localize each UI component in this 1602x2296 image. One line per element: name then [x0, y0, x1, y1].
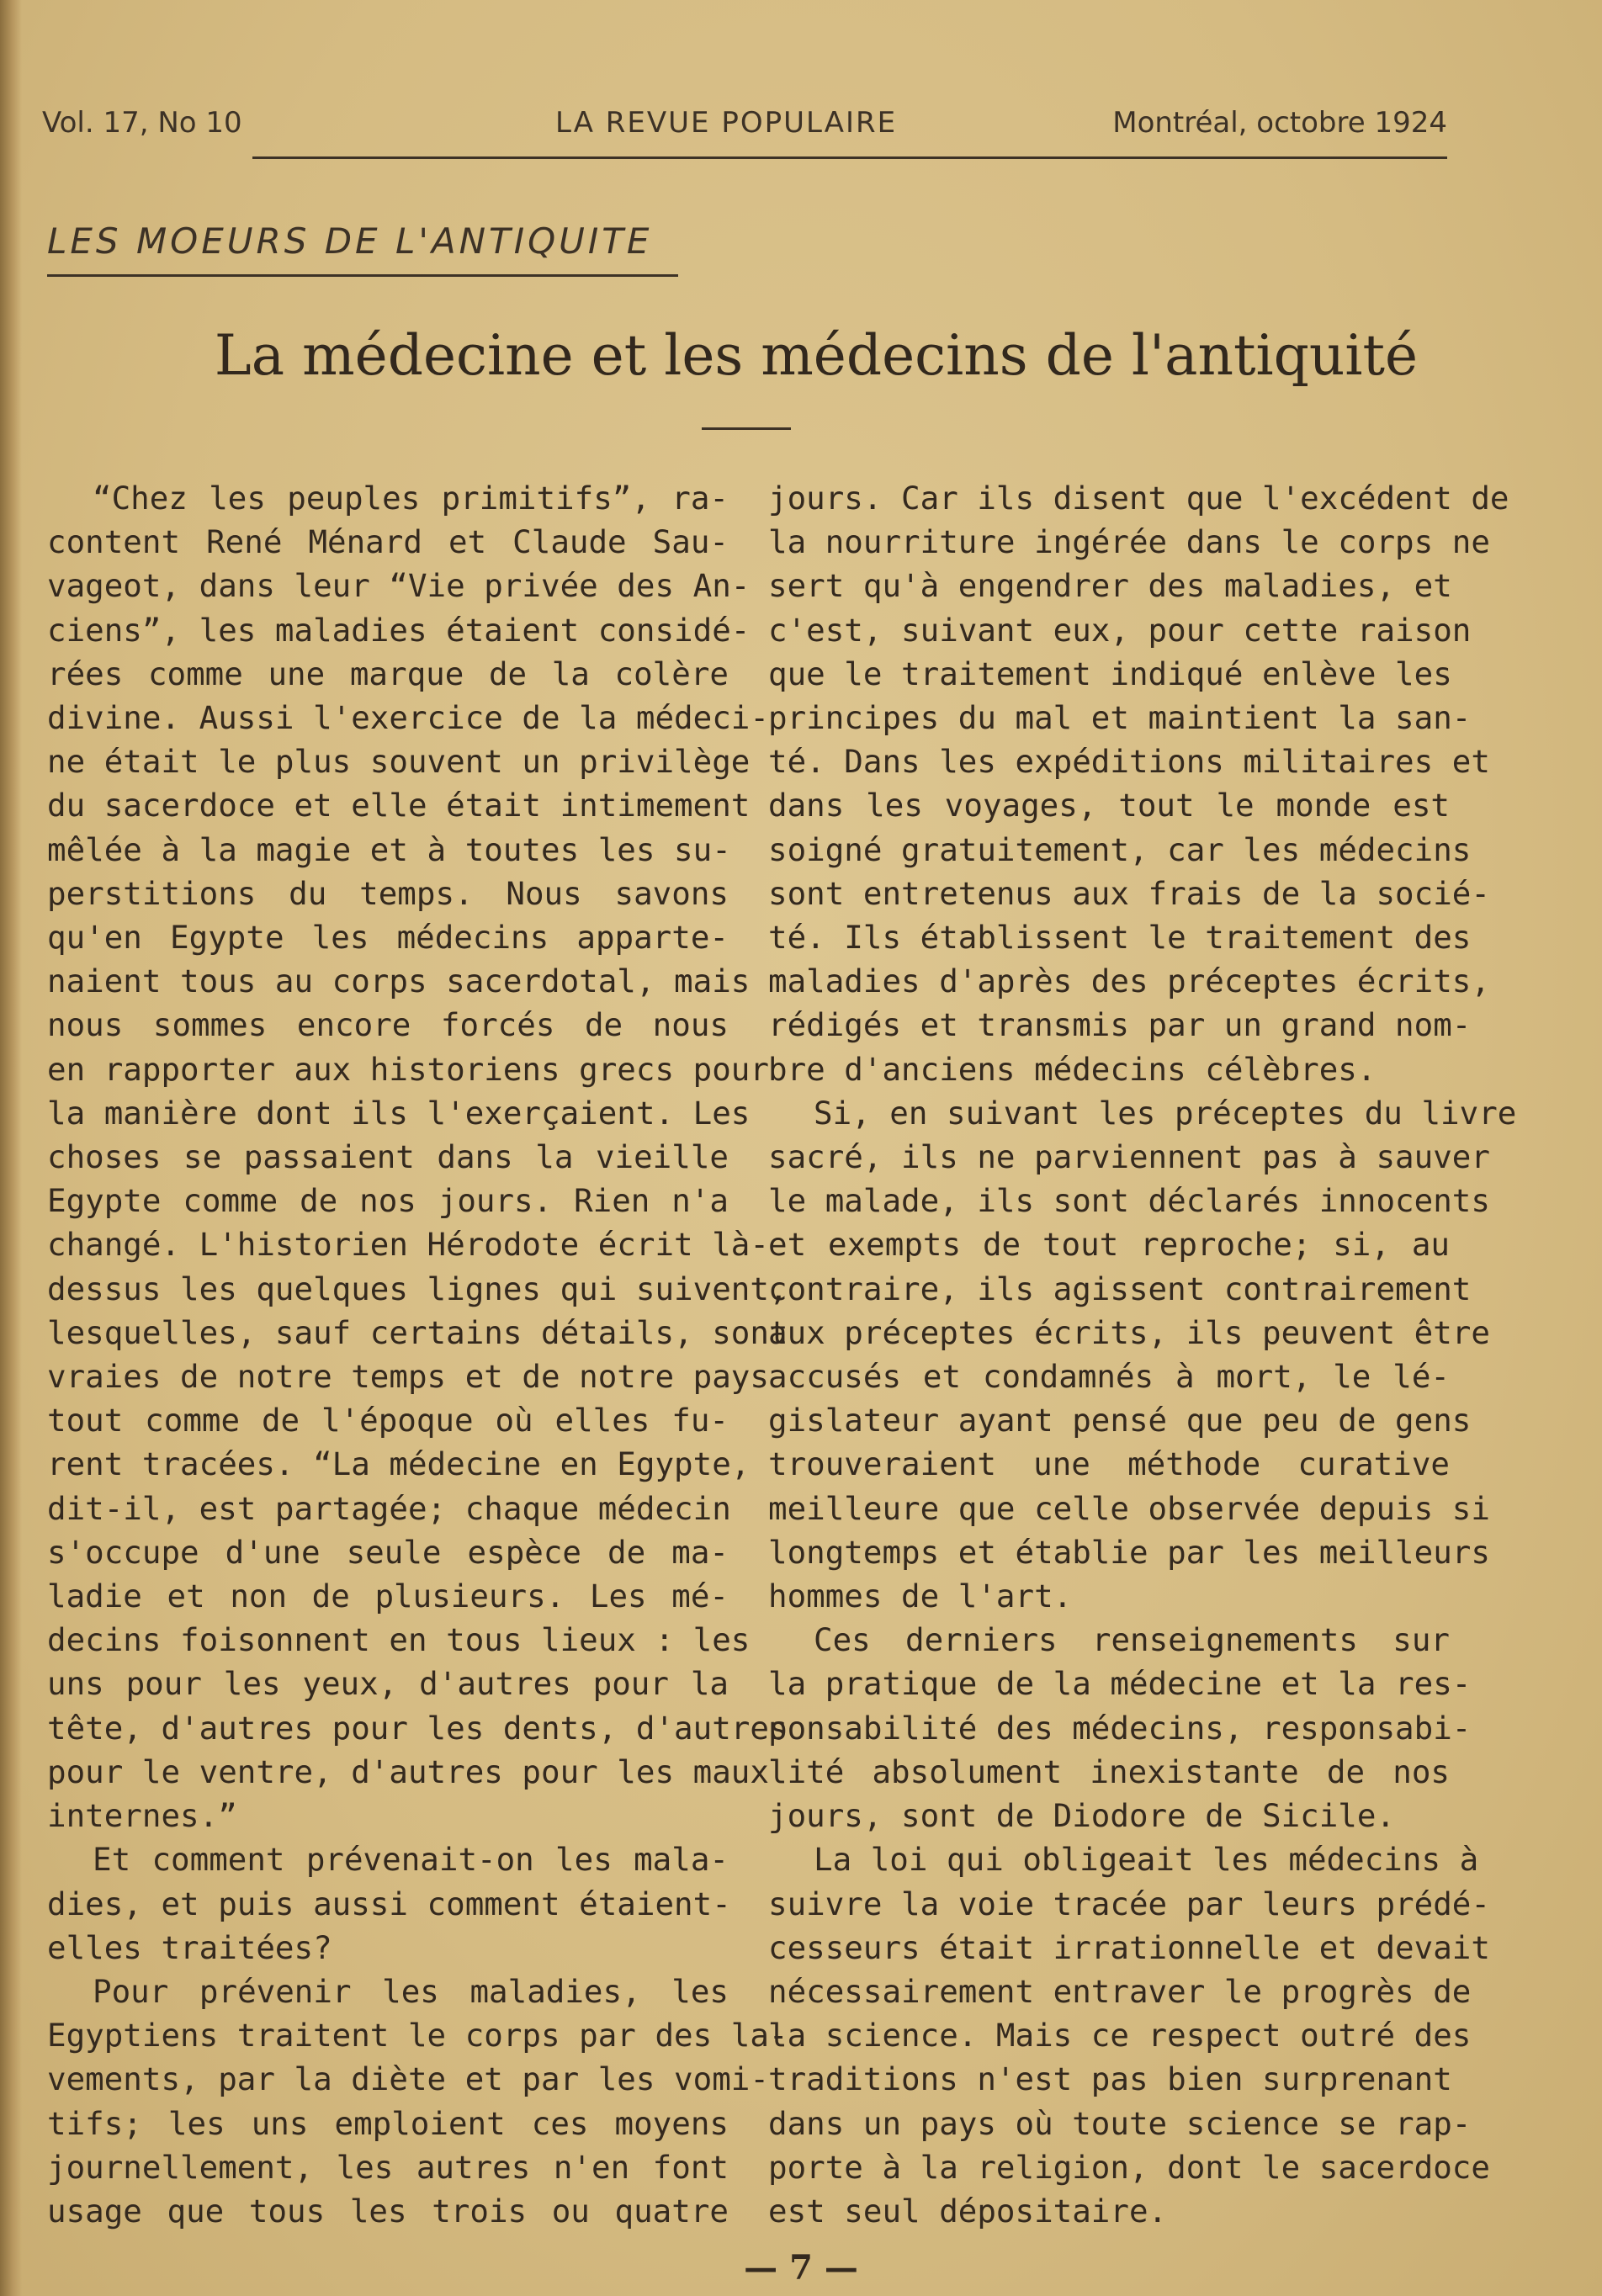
text-line: tout comme de l'époque où elles fu- [47, 1402, 729, 1440]
text-line: naient tous au corps sacerdotal, mais [47, 962, 751, 1000]
text-line: nécessairement entraver le progrès de [768, 1972, 1472, 2010]
text-line: vraies de notre temps et de notre pays [47, 1358, 769, 1396]
text-line: rédigés et transmis par un grand nom- [768, 1006, 1472, 1044]
text-line: lesquelles, sauf certains détails, sont [47, 1313, 788, 1351]
text-line: Ces derniers renseignements sur [814, 1621, 1450, 1659]
text-line: lité absolument inexistante de nos [768, 1752, 1450, 1790]
text-line: est seul dépositaire. [768, 2192, 1168, 2230]
page-number: — 7 — [744, 2248, 858, 2288]
section-heading: LES MOEURS DE L'ANTIQUITE [47, 220, 653, 262]
text-line: la science. Mais ce respect outré des [768, 2017, 1472, 2055]
text-line: Si, en suivant les préceptes du livre [814, 1094, 1517, 1132]
text-line: Pour prévenir les maladies, les [93, 1972, 729, 2010]
text-line: bre d'anciens médecins célèbres. [768, 1050, 1377, 1088]
text-line: rées comme une marque de la colère [47, 655, 729, 692]
text-line: divine. Aussi l'exercice de la médeci- [47, 699, 769, 737]
text-line: ladie et non de plusieurs. Les mé- [47, 1578, 729, 1615]
text-line: journellement, les autres n'en font [47, 2148, 729, 2186]
text-line: du sacerdoce et elle était intimement [47, 787, 751, 825]
text-line: Et comment prévenait-on les mala- [93, 1841, 729, 1879]
text-line: La loi qui obligeait les médecins à [814, 1841, 1479, 1879]
text-line: dessus les quelques lignes qui suivent, [47, 1270, 788, 1307]
text-line: uns pour les yeux, d'autres pour la [47, 1665, 729, 1703]
text-line: choses se passaient dans la vieille [47, 1138, 729, 1176]
text-line: ponsabilité des médecins, responsabi- [768, 1709, 1472, 1747]
text-line: accusés et condamnés à mort, le lé- [768, 1358, 1450, 1396]
text-line: dans un pays où toute science se rap- [768, 2104, 1472, 2142]
text-line: la pratique de la médecine et la res- [768, 1665, 1472, 1703]
text-line: et exempts de tout reproche; si, au [768, 1226, 1450, 1264]
place-and-date: Montréal, octobre 1924 [1112, 106, 1447, 140]
text-line: nous sommes encore forcés de nous [47, 1006, 729, 1044]
text-line: longtemps et établie par les meilleurs [768, 1533, 1490, 1571]
text-line: hommes de l'art. [768, 1578, 1073, 1615]
text-line: principes du mal et maintient la san- [768, 699, 1472, 737]
text-line: pour le ventre, d'autres pour les maux [47, 1752, 769, 1790]
text-line: suivre la voie tracée par leurs prédé- [768, 1885, 1490, 1922]
section-rule [47, 274, 678, 277]
left-column [47, 476, 788, 2233]
text-line: dit-il, est partagée; chaque médecin [47, 1489, 731, 1527]
text-line: le malade, ils sont déclarés innocents [768, 1182, 1490, 1220]
text-line: sacré, ils ne parviennent pas à sauver [768, 1138, 1490, 1176]
text-line: meilleure que celle observée depuis si [768, 1489, 1490, 1527]
text-line: usage que tous les trois ou quatre [47, 2192, 729, 2230]
text-line: s'occupe d'une seule espèce de ma- [47, 1533, 729, 1571]
text-line: contraire, ils agissent contrairement [768, 1270, 1472, 1307]
text-line: mêlée à la magie et à toutes les su- [47, 830, 731, 868]
text-line: la manière dont ils l'exerçaient. Les [47, 1094, 751, 1132]
text-line: en rapporter aux historiens grecs pour [47, 1050, 769, 1088]
text-line: qu'en Egypte les médecins apparte- [47, 919, 729, 957]
text-line: dans les voyages, tout le monde est [768, 787, 1450, 825]
volume-number: Vol. 17, No 10 [42, 106, 242, 140]
text-line: tifs; les uns emploient ces moyens [47, 2104, 729, 2142]
text-line: ciens”, les maladies étaient considé- [47, 611, 751, 649]
text-line: Egypte comme de nos jours. Rien n'a [47, 1182, 729, 1220]
text-line: dies, et puis aussi comment étaient- [47, 1885, 731, 1922]
text-line: soigné gratuitement, car les médecins [768, 830, 1472, 868]
text-line: aux préceptes écrits, ils peuvent être [768, 1313, 1490, 1351]
header-rule [252, 156, 1447, 159]
text-line: internes.” [47, 1797, 237, 1835]
right-column [768, 476, 1517, 2233]
text-line: perstitions du temps. Nous savons [47, 874, 729, 912]
text-line: cesseurs était irrationnelle et devait [768, 1928, 1490, 1966]
text-line: la nourriture ingérée dans le corps ne [768, 523, 1490, 561]
text-line: ne était le plus souvent un privilège [47, 743, 751, 781]
text-line: que le traitement indiqué enlève les [768, 655, 1452, 692]
text-line: elles traitées? [47, 1928, 332, 1966]
text-line: porte à la religion, dont le sacerdoce [768, 2148, 1490, 2186]
text-line: vements, par la diète et par les vomi- [47, 2060, 769, 2098]
text-line: gislateur ayant pensé que peu de gens [768, 1402, 1472, 1440]
text-line: jours, sont de Diodore de Sicile. [768, 1797, 1396, 1835]
text-line: rent tracées. “La médecine en Egypte, [47, 1445, 751, 1483]
text-line: sont entretenus aux frais de la socié- [768, 874, 1490, 912]
text-line: sert qu'à engendrer des maladies, et [768, 567, 1452, 605]
text-line: tête, d'autres pour les dents, d'autres [47, 1709, 788, 1747]
running-header [42, 106, 1447, 148]
text-line: té. Ils établissent le traitement des [768, 919, 1472, 957]
title-rule [702, 427, 791, 430]
text-line: vageot, dans leur “Vie privée des An- [47, 567, 751, 605]
text-line: Egyptiens traitent le corps par des la- [47, 2017, 788, 2055]
text-line: changé. L'historien Hérodote écrit là- [47, 1226, 769, 1264]
text-line: “Chez les peuples primitifs”, ra- [93, 480, 729, 517]
text-line: jours. Car ils disent que l'excédent de [768, 480, 1509, 517]
text-line: decins foisonnent en tous lieux : les [47, 1621, 751, 1659]
text-line: c'est, suivant eux, pour cette raison [768, 611, 1472, 649]
text-line: content René Ménard et Claude Sau- [47, 523, 729, 561]
text-line: té. Dans les expéditions militaires et [768, 743, 1490, 781]
publication-name: LA REVUE POPULAIRE [555, 106, 898, 140]
text-line: traditions n'est pas bien surprenant [768, 2060, 1452, 2098]
text-line: maladies d'après des préceptes écrits, [768, 962, 1490, 1000]
article-title: La médecine et les médecins de l'antiquité [214, 323, 1419, 388]
text-line: trouveraient une méthode curative [768, 1445, 1450, 1483]
